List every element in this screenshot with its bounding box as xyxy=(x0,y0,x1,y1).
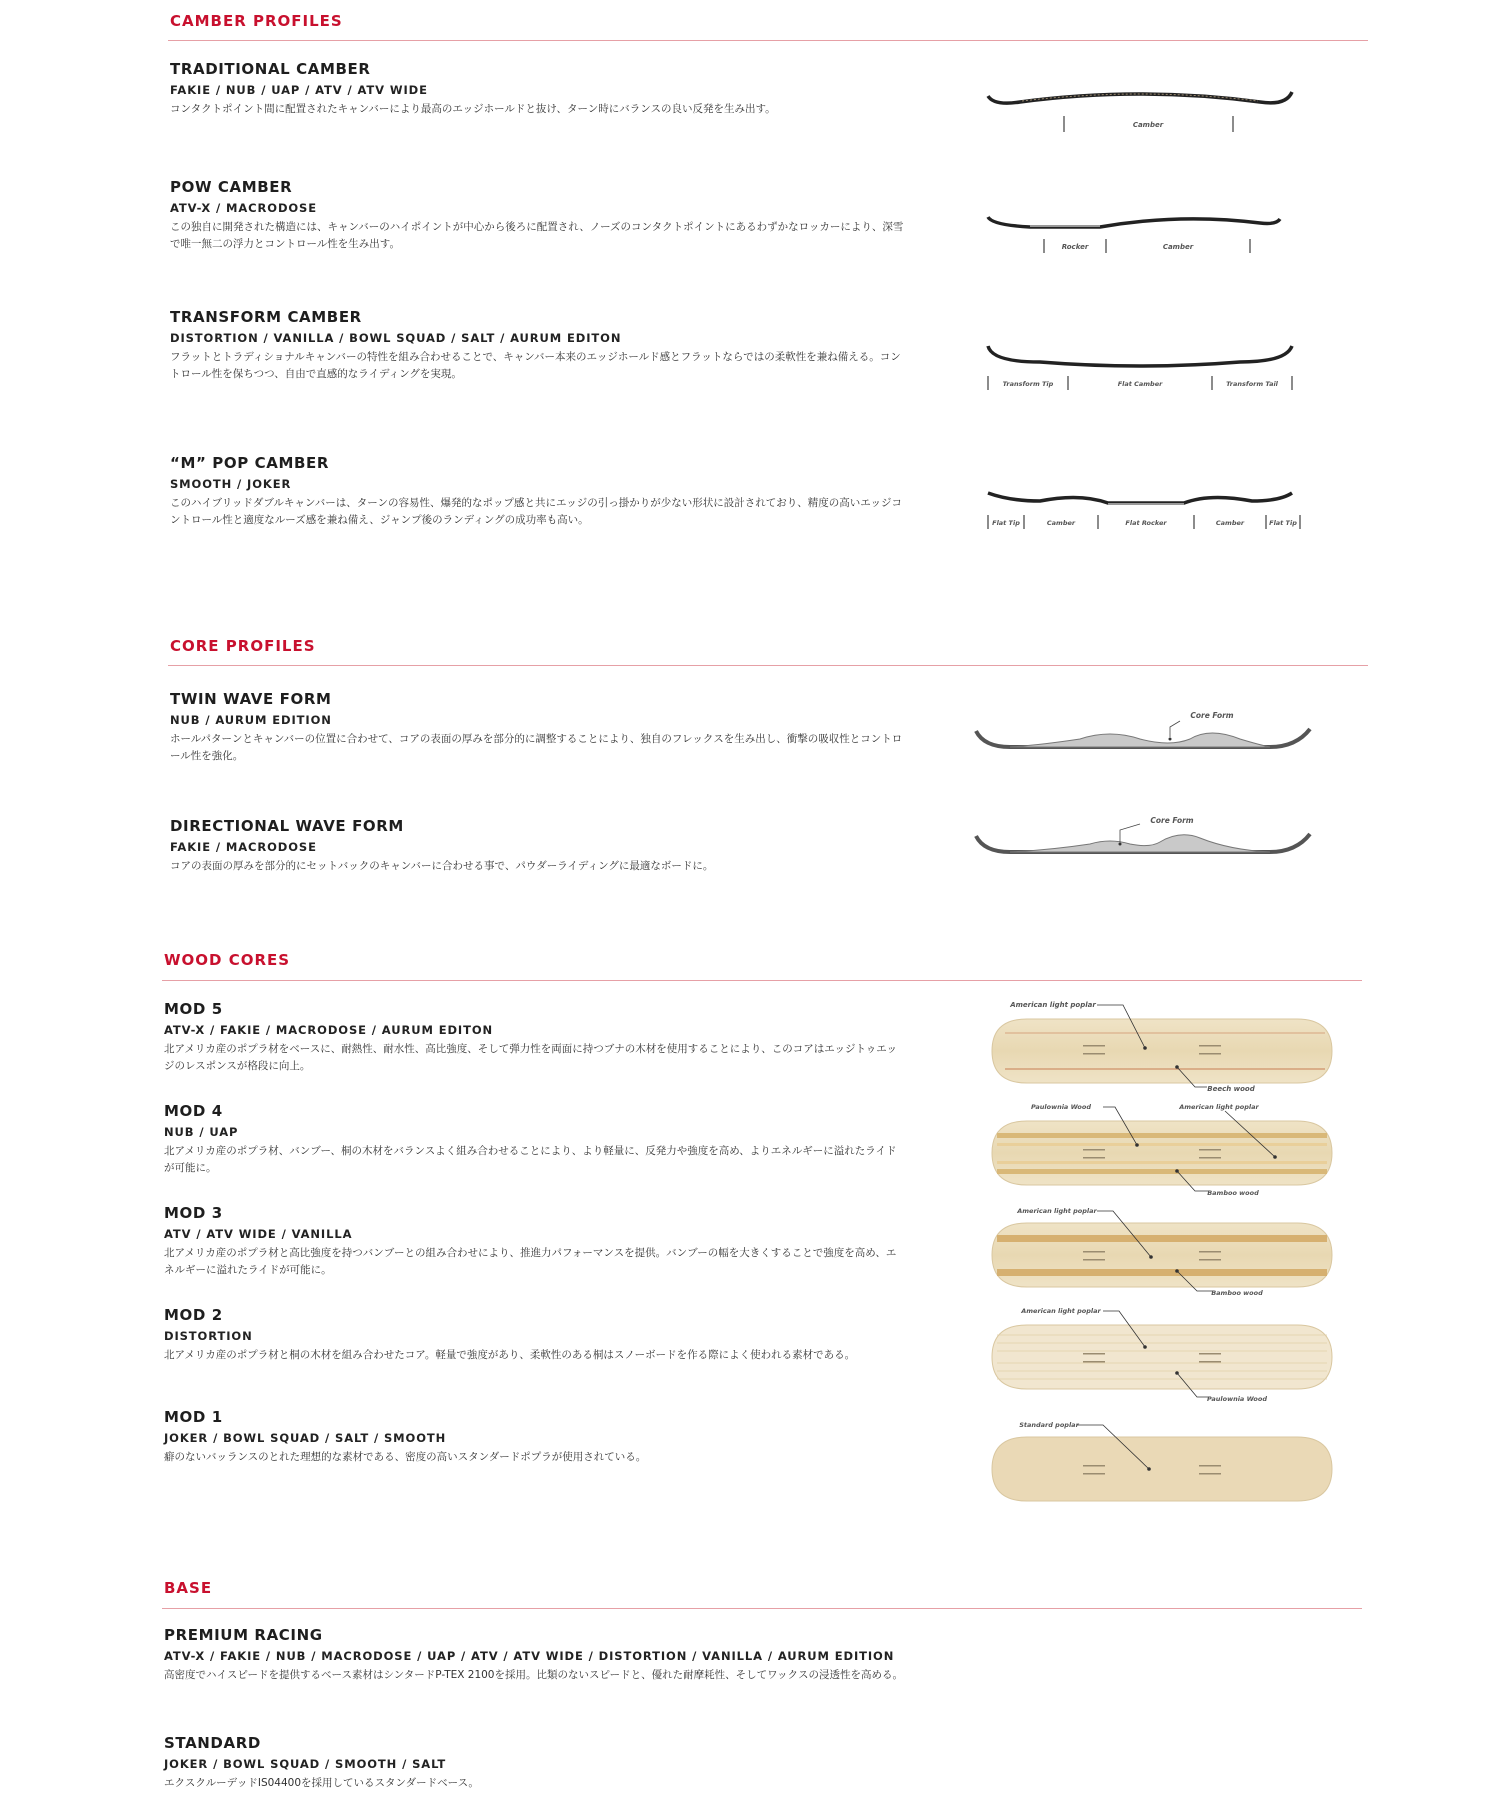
item-title: DIRECTIONAL WAVE FORM xyxy=(170,817,404,835)
section-title-camber: CAMBER PROFILES xyxy=(170,12,343,30)
diagram-label: Bamboo wood xyxy=(1211,1289,1263,1297)
wood-core-diagrams xyxy=(985,995,1335,1525)
wood-item-mod4 xyxy=(164,1102,924,1177)
item-models: NUB / UAP xyxy=(164,1125,239,1139)
diagram-label: Transform Tip xyxy=(1002,380,1054,388)
base-item-standard xyxy=(164,1734,924,1792)
core-item-directional-wave xyxy=(170,817,930,875)
item-description: 北アメリカ産のポプラ材、バンブー、桐の木材をバランスよく組み合わせることにより、より軽量に、反発力や強度を高め、よりエネルギーに溢れたライドが可能に。 xyxy=(164,1145,897,1174)
item-title: MOD 2 xyxy=(164,1306,223,1324)
item-description: 癖のないバッランスのとれた理想的な素材である、密度の高いスタンダードポプラが使用されている。 xyxy=(164,1451,647,1463)
section-title-wood: WOOD CORES xyxy=(164,951,291,969)
item-description: コンタクトポイント間に配置されたキャンバーにより最高のエッジホールドと抜け、ターン時にバランスの良い反発を生み出す。 xyxy=(170,103,776,115)
item-title: “M” POP CAMBER xyxy=(170,454,330,472)
diagram-label: Transform Tail xyxy=(1226,380,1278,388)
transform-camber-diagram xyxy=(980,338,1320,398)
diagram-label: Core Form xyxy=(1150,816,1194,825)
item-models: DISTORTION / VANILLA / BOWL SQUAD / SALT / AURUM EDITON xyxy=(170,331,622,345)
m-pop-camber-diagram xyxy=(980,483,1320,543)
camber-item-m-pop xyxy=(170,454,930,529)
section-title-core: CORE PROFILES xyxy=(170,637,316,655)
item-models: JOKER / BOWL SQUAD / SALT / SMOOTH xyxy=(164,1431,447,1445)
camber-item-traditional xyxy=(170,60,930,118)
item-description: 北アメリカ産のポプラ材と高比強度を持つバンブーとの組み合わせにより、推進力パフォーマンスを提供。バンブーの幅を大きくすることで強度を高め、エネルギーに溢れたライドが可能に。 xyxy=(164,1247,897,1276)
item-title: MOD 3 xyxy=(164,1204,223,1222)
diagram-label: American light poplar xyxy=(1021,1307,1101,1315)
item-models: NUB / AURUM EDITION xyxy=(170,713,332,727)
mod5-core-diagram xyxy=(992,1001,1332,1093)
wood-item-mod3 xyxy=(164,1204,924,1279)
item-title: MOD 5 xyxy=(164,1000,223,1018)
section-title-base: BASE xyxy=(164,1579,213,1597)
wood-item-mod2 xyxy=(164,1306,924,1364)
item-title: MOD 1 xyxy=(164,1408,223,1426)
item-title: POW CAMBER xyxy=(170,178,293,196)
mod3-core-diagram xyxy=(992,1207,1332,1297)
item-title: TWIN WAVE FORM xyxy=(170,690,332,708)
diagram-label: Camber xyxy=(1162,243,1194,251)
item-description: ホールパターンとキャンバーの位置に合わせて、コアの表面の厚みを部分的に調整することにより、独自のフレックスを生み出し、衝撃の吸収性とコントロール性を強化。 xyxy=(170,733,903,762)
diagram-label: Rocker xyxy=(1061,243,1089,251)
diagram-label: Bamboo wood xyxy=(1207,1189,1259,1197)
section-divider xyxy=(168,665,1368,666)
item-models: FAKIE / NUB / UAP / ATV / ATV WIDE xyxy=(170,83,428,97)
item-models: ATV / ATV WIDE / VANILLA xyxy=(164,1227,353,1241)
item-description: 高密度でハイスピードを提供するベース素材はシンタードP-TEX 2100を採用。比類のないスピードと、優れた耐摩耗性、そしてワックスの浸透性を高める。 xyxy=(164,1669,903,1681)
diagram-label: Flat Tip xyxy=(1269,519,1297,527)
item-models: SMOOTH / JOKER xyxy=(170,477,292,491)
mod1-core-diagram xyxy=(992,1421,1332,1501)
section-divider xyxy=(168,40,1368,41)
item-description: このハイブリッドダブルキャンバーは、ターンの容易性、爆発的なポップ感と共にエッジの引っ掛かりが少ない形状に設計されており、精度の高いエッジコントロール性と適度なルーズ感を兼ね備え、ジャンプ後のランディングの成功率も高い。 xyxy=(170,497,903,526)
diagram-label: Flat Tip xyxy=(992,519,1020,527)
diagram-label: Beech wood xyxy=(1207,1085,1255,1093)
section-divider xyxy=(162,1608,1362,1609)
wood-item-mod1 xyxy=(164,1408,924,1466)
wood-item-mod5 xyxy=(164,1000,924,1075)
twin-wave-diagram xyxy=(970,705,1320,775)
directional-wave-diagram xyxy=(970,808,1320,883)
diagram-label: Core Form xyxy=(1190,711,1234,720)
core-item-twin-wave xyxy=(170,690,930,765)
traditional-camber-diagram xyxy=(980,80,1320,140)
item-description: コアの表面の厚みを部分的にセットバックのキャンバーに合わせる事で、パウダーライディングに最適なボードに。 xyxy=(170,860,714,872)
item-title: TRANSFORM CAMBER xyxy=(170,308,362,326)
mod4-core-diagram xyxy=(992,1103,1332,1197)
camber-item-pow xyxy=(170,178,930,253)
item-models: JOKER / BOWL SQUAD / SMOOTH / SALT xyxy=(164,1757,447,1771)
diagram-label: Camber xyxy=(1132,121,1164,129)
diagram-label: Camber xyxy=(1215,519,1245,527)
diagram-label: Flat Camber xyxy=(1117,380,1163,388)
camber-item-transform xyxy=(170,308,930,383)
diagram-label: American light poplar xyxy=(1017,1207,1097,1215)
diagram-label: Flat Rocker xyxy=(1125,519,1167,527)
diagram-label: Standard poplar xyxy=(1019,1421,1079,1429)
item-description: フラットとトラディショナルキャンバーの特性を組み合わせることで、キャンバー本来のエッジホールド感とフラットならではの柔軟性を兼ね備える。コントロール性を保ちつつ、自由で直感的なライディングを実現。 xyxy=(170,351,901,380)
item-models: ATV-X / FAKIE / MACRODOSE / AURUM EDITON xyxy=(164,1023,494,1037)
item-models: ATV-X / MACRODOSE xyxy=(170,201,317,215)
diagram-label: American light poplar xyxy=(1179,1103,1259,1111)
diagram-label: Paulownia Wood xyxy=(1207,1395,1267,1403)
item-models: ATV-X / FAKIE / NUB / MACRODOSE / UAP / ATV / ATV WIDE / DISTORTION / VANILLA / AURUM EDITION xyxy=(164,1649,895,1663)
pow-camber-diagram xyxy=(980,205,1320,265)
item-description: エクスクルーデッドIS04400を採用しているスタンダードベース。 xyxy=(164,1777,479,1789)
item-description: この独自に開発された構造には、キャンバーのハイポイントが中心から後ろに配置され、ノーズのコンタクトポイントにあるわずかなロッカーにより、深雪で唯一無二の浮力とコントロール性を生み出す。 xyxy=(170,221,904,250)
item-description: 北アメリカ産のポプラ材をベースに、耐熱性、耐水性、高比強度、そして弾力性を両面に持つブナの木材を使用することにより、このコアはエッジトゥエッジのレスポンスが格段に向上。 xyxy=(164,1043,898,1072)
item-title: PREMIUM RACING xyxy=(164,1626,323,1644)
diagram-label: Paulownia Wood xyxy=(1031,1103,1091,1111)
item-models: DISTORTION xyxy=(164,1329,253,1343)
item-title: STANDARD xyxy=(164,1734,261,1752)
mod2-core-diagram xyxy=(992,1307,1332,1403)
diagram-label: Camber xyxy=(1046,519,1076,527)
diagram-label: American light poplar xyxy=(1010,1001,1096,1009)
item-models: FAKIE / MACRODOSE xyxy=(170,840,317,854)
section-divider xyxy=(162,980,1362,981)
item-title: TRADITIONAL CAMBER xyxy=(170,60,371,78)
base-item-premium-racing xyxy=(164,1626,1264,1684)
item-title: MOD 4 xyxy=(164,1102,223,1120)
item-description: 北アメリカ産のポプラ材と桐の木材を組み合わせたコア。軽量で強度があり、柔軟性のある桐はスノーボードを作る際によく使われる素材である。 xyxy=(164,1349,856,1361)
